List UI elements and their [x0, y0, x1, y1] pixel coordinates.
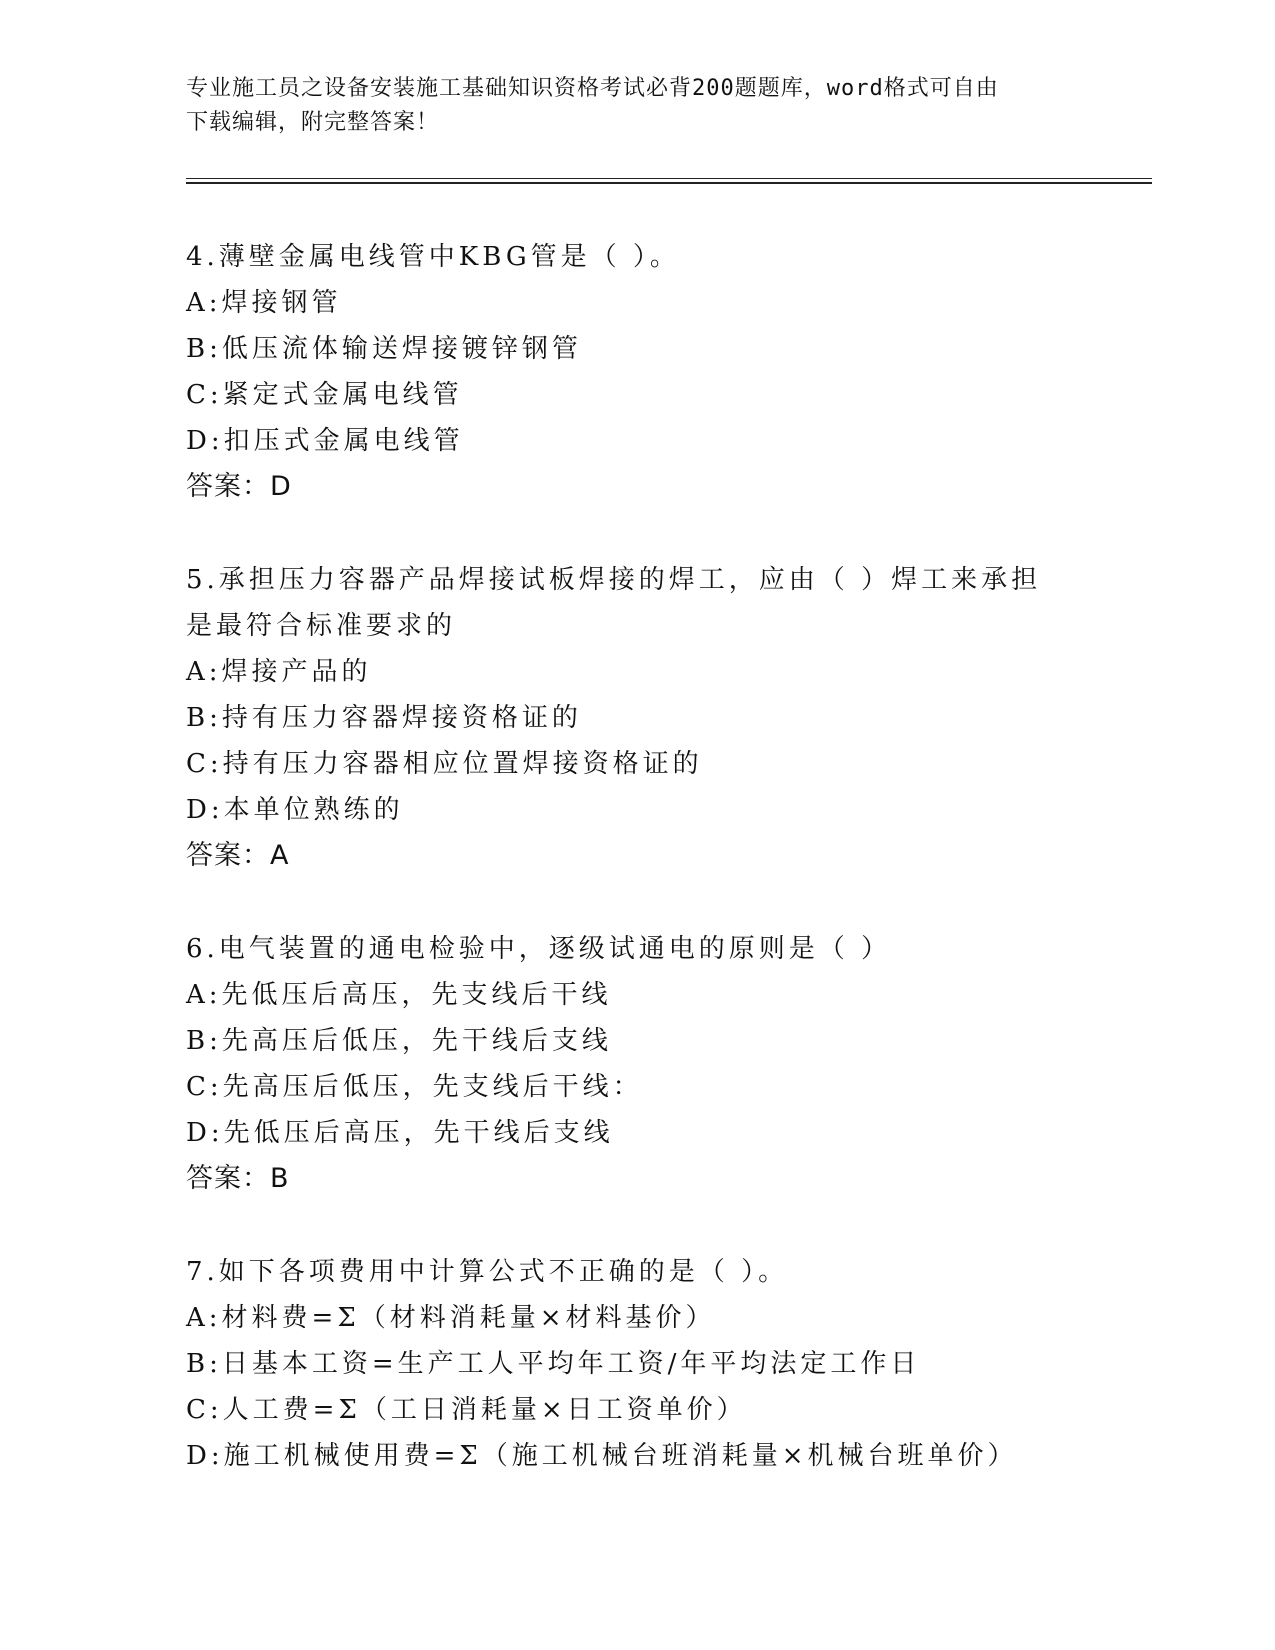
option-c: C:紧定式金属电线管 [186, 380, 463, 410]
question-stem: 6.电气装置的通电检验中，逐级试通电的原则是（ ） [186, 934, 892, 964]
question-7 [186, 1249, 1152, 1479]
option-a: A:焊接产品的 [186, 657, 372, 687]
option-c: C:先高压后低压，先支线后干线： [186, 1072, 643, 1102]
option-a: A:先低压后高压，先支线后干线 [186, 980, 612, 1010]
question-4 [186, 234, 1152, 510]
option-d: D:施工机械使用费=Σ（施工机械台班消耗量×机械台班单价） [186, 1441, 1018, 1471]
question-stem: 5.承担压力容器产品焊接试板焊接的焊工，应由（ ）焊工来承担是最符合标准要求的 [186, 565, 1042, 641]
option-a: A:材料费=Σ（材料消耗量×材料基价） [186, 1303, 716, 1333]
option-d: D:先低压后高压，先干线后支线 [186, 1118, 614, 1148]
option-b: B:持有压力容器焊接资格证的 [186, 703, 582, 733]
document-header [186, 72, 1086, 140]
answer-label: 答案：A [186, 840, 290, 871]
answer-label: 答案：D [186, 471, 292, 502]
option-c: C:持有压力容器相应位置焊接资格证的 [186, 749, 703, 779]
option-b: B:低压流体输送焊接镀锌钢管 [186, 334, 582, 364]
option-c: C:人工费=Σ（工日消耗量×日工资单价） [186, 1395, 747, 1425]
option-b: B:先高压后低压，先干线后支线 [186, 1026, 612, 1056]
header-line-1: 专业施工员之设备安装施工基础知识资格考试必背200题题库，word格式可自由 [186, 76, 999, 101]
option-d: D:本单位熟练的 [186, 795, 404, 825]
question-list [186, 234, 1152, 1526]
question-stem: 4.薄壁金属电线管中KBG管是（ ）。 [186, 242, 680, 272]
question-stem: 7.如下各项费用中计算公式不正确的是（ ）。 [186, 1257, 789, 1287]
option-a: A:焊接钢管 [186, 288, 342, 318]
question-6 [186, 926, 1152, 1202]
option-b: B:日基本工资=生产工人平均年工资/年平均法定工作日 [186, 1349, 921, 1379]
option-d: D:扣压式金属电线管 [186, 426, 464, 456]
answer-label: 答案：B [186, 1163, 290, 1194]
header-divider-thin [186, 178, 1152, 179]
header-divider-thick [186, 182, 1152, 184]
header-line-2: 下载编辑，附完整答案！ [186, 110, 440, 135]
question-5 [186, 557, 1152, 879]
